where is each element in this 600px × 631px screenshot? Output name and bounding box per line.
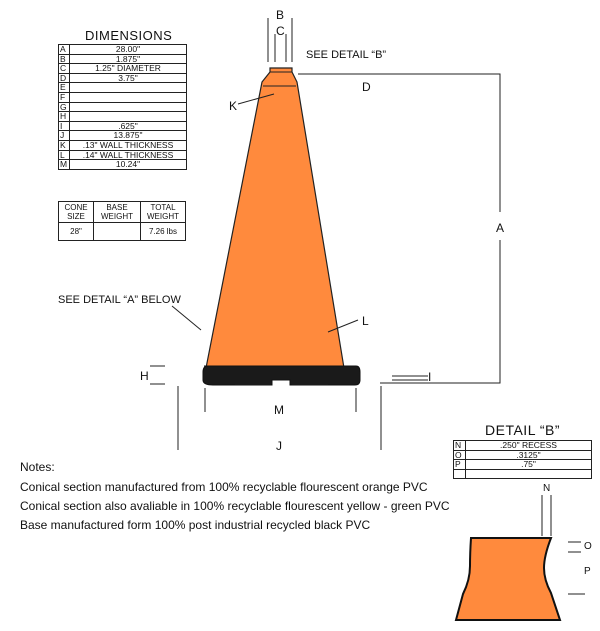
dimension-row-letter: H [59, 112, 70, 122]
label-o: O [584, 541, 592, 552]
cone-base [203, 366, 360, 385]
dimension-row [59, 73, 187, 83]
dimension-row-letter: G [59, 102, 70, 112]
cone-weight-table [58, 201, 186, 241]
header-total-weight: TOTAL WEIGHT [141, 202, 186, 223]
dimension-row-letter: C [59, 64, 70, 74]
cell-base-weight [94, 223, 141, 241]
notes-title: Notes: [20, 460, 55, 474]
dimension-row [59, 83, 187, 93]
dimension-row-letter: J [59, 131, 70, 141]
dimension-row-value: 3.75" [70, 73, 187, 83]
dimension-row-letter: F [59, 92, 70, 102]
detail-b-row [454, 460, 592, 470]
dimension-row [59, 45, 187, 55]
cell-total-weight: 7.26 lbs [141, 223, 186, 241]
dimension-row-value: 1.25" DIAMETER [70, 64, 187, 74]
h-dimension-lines [150, 366, 165, 384]
detail-b-row-letter: N [454, 441, 466, 451]
label-j: J [276, 439, 282, 453]
dimension-row-value: 13.875" [70, 131, 187, 141]
dimension-row-letter: A [59, 45, 70, 55]
dimension-row-value [70, 102, 187, 112]
label-k: K [229, 99, 238, 113]
detail-b-row [454, 441, 592, 451]
see-detail-a-label: SEE DETAIL “A” BELOW [58, 294, 181, 306]
dimension-row-value: .14" WALL THICKNESS [70, 150, 187, 160]
detail-b-row [454, 469, 592, 479]
detail-b-row-letter: O [454, 450, 466, 460]
note-line-1: Conical section manufactured from 100% recyclable flourescent orange PVC [20, 480, 428, 494]
label-h: H [140, 369, 149, 383]
detail-b-row-letter: P [454, 460, 466, 470]
dimension-row [59, 160, 187, 170]
label-c: C [276, 24, 285, 38]
dimension-row [59, 112, 187, 122]
label-p: P [584, 566, 591, 577]
dimensions-title: DIMENSIONS [85, 28, 173, 43]
dimension-row [59, 64, 187, 74]
dimension-row-value [70, 92, 187, 102]
dimension-row-letter: E [59, 83, 70, 93]
label-a: A [496, 221, 505, 235]
detail-b-row-letter [454, 469, 466, 479]
dimension-row [59, 102, 187, 112]
label-n: N [543, 483, 551, 494]
detail-b-row-value: .3125" [466, 450, 592, 460]
see-detail-b-label: SEE DETAIL “B” [306, 49, 387, 61]
detail-b-row-value: .250" RECESS [466, 441, 592, 451]
label-i: I [428, 370, 432, 384]
dimension-row-letter: D [59, 73, 70, 83]
note-line-3: Base manufactured form 100% post industrial recycled black PVC [20, 518, 371, 532]
dimension-row [59, 92, 187, 102]
dimension-row-letter: M [59, 160, 70, 170]
dimension-row-value: 10.24" [70, 160, 187, 170]
cell-cone-size: 28" [59, 223, 94, 241]
dimension-row-letter: I [59, 121, 70, 131]
label-m: M [274, 403, 284, 417]
label-b: B [276, 8, 285, 22]
dimension-row-letter: K [59, 140, 70, 150]
header-base-weight: BASE WEIGHT [94, 202, 141, 223]
dimension-row-value: .13" WALL THICKNESS [70, 140, 187, 150]
dimension-row-value [70, 112, 187, 122]
detail-b-row-value: .75" [466, 460, 592, 470]
dimension-row-letter: B [59, 54, 70, 64]
dimension-row [59, 131, 187, 141]
detail-b-table [453, 440, 592, 479]
leader-detail-a [172, 306, 201, 330]
dimension-row [59, 140, 187, 150]
detail-b-title: DETAIL “B” [485, 422, 561, 438]
label-l: L [362, 314, 369, 328]
detail-b-drawing [456, 495, 585, 620]
dimension-row-letter: L [59, 150, 70, 160]
detail-b-row-value [466, 469, 592, 479]
dimensions-table [58, 44, 187, 170]
i-dimension-lines [392, 376, 428, 380]
dimension-row-value: 1.875" [70, 54, 187, 64]
cone-body [206, 68, 344, 368]
dimension-row-value [70, 83, 187, 93]
dimension-row-value: .625" [70, 121, 187, 131]
label-d: D [362, 80, 371, 94]
note-line-2: Conical section also avaliable in 100% recyclable flourescent yellow - green PVC [20, 499, 450, 513]
header-cone-size: CONE SIZE [59, 202, 94, 223]
dimension-row-value: 28.00" [70, 45, 187, 55]
